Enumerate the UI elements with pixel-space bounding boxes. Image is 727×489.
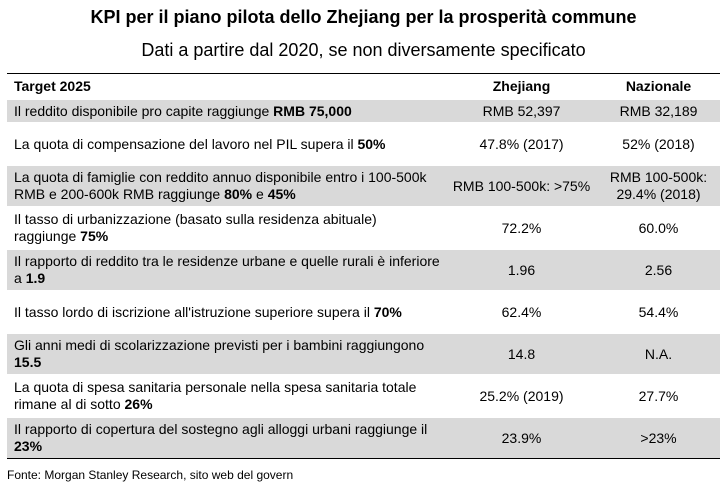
page-subtitle: Dati a partire dal 2020, se non diversamente specificato [141, 40, 586, 60]
target-cell: La quota di famiglie con reddito annuo disponibile entro i 100-500k RMB e 200-600k RMB raggiunge 80% e 45% [7, 165, 446, 207]
nazionale-cell: RMB 32,189 [597, 99, 720, 123]
target-cell: Gli anni medi di scolarizzazione previsti per i bambini raggiungono 15.5 [7, 333, 446, 375]
target-cell: Il tasso di urbanizzazione (basato sulla residenza abituale) raggiunge 75% [7, 207, 446, 249]
zhejiang-cell: 72.2% [446, 207, 597, 249]
nazionale-cell: 54.4% [597, 291, 720, 333]
source-note: Fonte: Morgan Stanley Research, sito web del govern [7, 468, 294, 482]
target-cell: La quota di compensazione del lavoro nel PIL supera il 50% [7, 123, 446, 165]
kpi-table [7, 73, 720, 459]
target-cell: Il rapporto di copertura del sostegno agli alloggi urbani raggiunge il 23% [7, 417, 446, 459]
target-cell: Il tasso lordo di iscrizione all'istruzione superiore supera il 70% [7, 291, 446, 333]
header-target: Target 2025 [7, 74, 446, 100]
nazionale-cell: N.A. [597, 333, 720, 375]
zhejiang-cell: 14.8 [446, 333, 597, 375]
nazionale-cell: 52% (2018) [597, 123, 720, 165]
table-row [7, 249, 720, 291]
target-cell: La quota di spesa sanitaria personale nella spesa sanitaria totale rimane al di sotto 26% [7, 375, 446, 417]
nazionale-cell: RMB 100-500k: 29.4% (2018) [597, 165, 720, 207]
table-row [7, 417, 720, 459]
table-row [7, 99, 720, 123]
zhejiang-cell: 1.96 [446, 249, 597, 291]
table-row [7, 207, 720, 249]
header-nazionale: Nazionale [597, 74, 720, 100]
nazionale-cell: >23% [597, 417, 720, 459]
table-header-row [7, 74, 720, 100]
table-row [7, 291, 720, 333]
zhejiang-cell: 25.2% (2019) [446, 375, 597, 417]
target-cell: Il reddito disponibile pro capite raggiunge RMB 75,000 [7, 99, 446, 123]
target-cell: Il rapporto di reddito tra le residenze urbane e quelle rurali è inferiore a 1.9 [7, 249, 446, 291]
table-row [7, 375, 720, 417]
table-row [7, 123, 720, 165]
table-row [7, 165, 720, 207]
nazionale-cell: 60.0% [597, 207, 720, 249]
table-row [7, 333, 720, 375]
page-title: KPI per il piano pilota dello Zhejiang per la prosperità commune [90, 7, 637, 27]
zhejiang-cell: 62.4% [446, 291, 597, 333]
zhejiang-cell: 23.9% [446, 417, 597, 459]
zhejiang-cell: RMB 100-500k: >75% [446, 165, 597, 207]
zhejiang-cell: 47.8% (2017) [446, 123, 597, 165]
zhejiang-cell: RMB 52,397 [446, 99, 597, 123]
header-zhejiang: Zhejiang [446, 74, 597, 100]
nazionale-cell: 2.56 [597, 249, 720, 291]
nazionale-cell: 27.7% [597, 375, 720, 417]
